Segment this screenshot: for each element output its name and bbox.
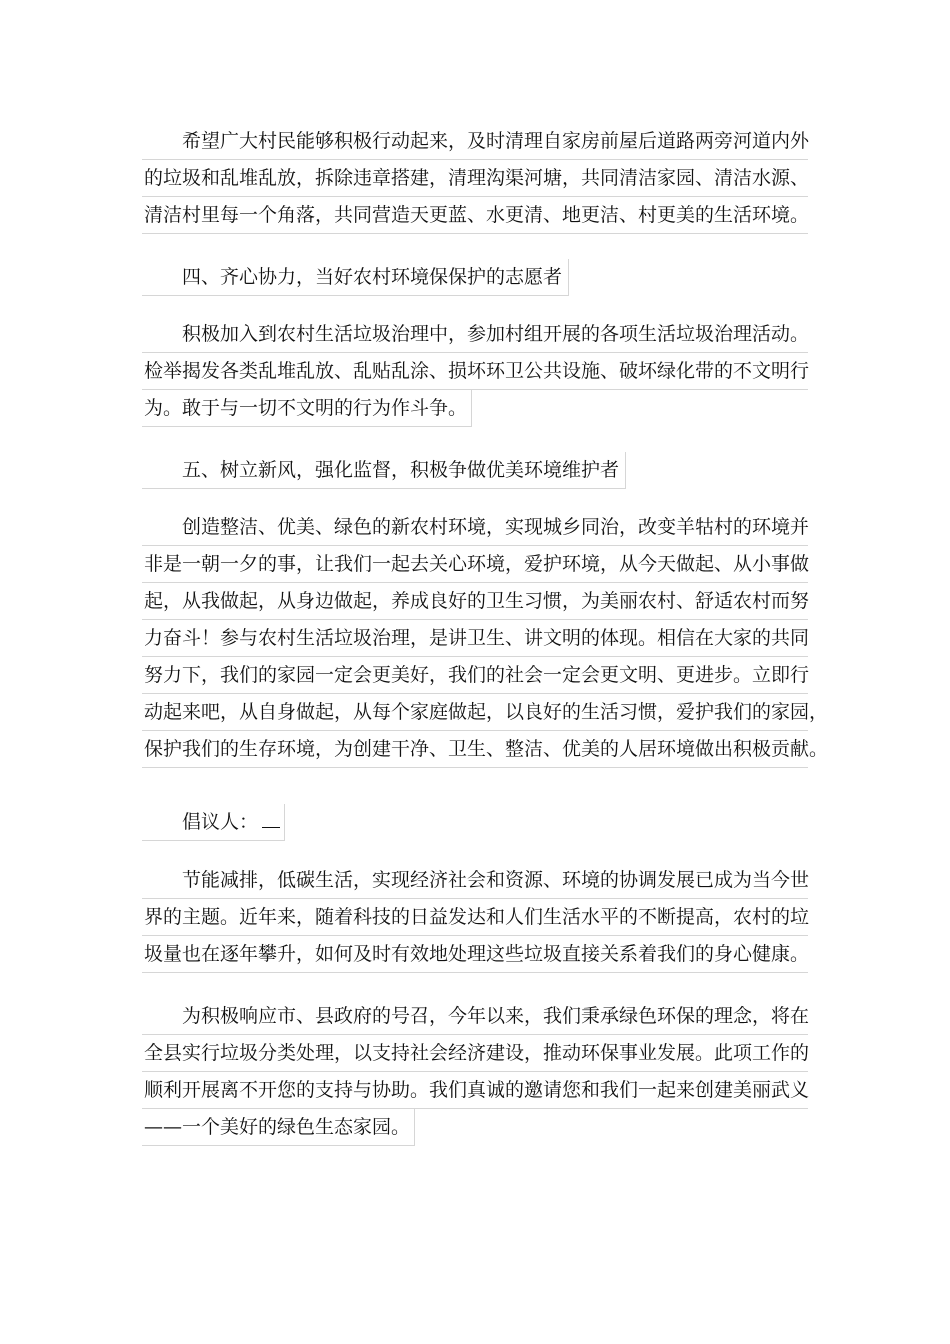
paragraph-energy: [142, 862, 808, 973]
paragraph-join: [142, 316, 808, 427]
section-heading-four: 四、齐心协力，当好农村环境保保护的志愿者: [142, 259, 569, 296]
text-line: 积极加入到农村生活垃圾治理中，参加村组开展的各项生活垃圾治理活动。: [142, 316, 808, 353]
signer-label: 倡议人：: [182, 811, 259, 833]
text-line: 圾量也在逐年攀升，如何及时有效地处理这些垃圾直接关系着我们的身心健康。: [142, 936, 808, 973]
text-line: 努力下，我们的家园一定会更美好，我们的社会一定会更文明、更进步。立即行: [142, 657, 808, 694]
text-line: 非是一朝一夕的事，让我们一起去关心环境，爱护环境，从今天做起、从小事做: [142, 546, 808, 583]
text-line: 的垃圾和乱堆乱放，拆除违章搭建，清理沟渠河塘，共同清洁家园、清洁水源、: [142, 160, 808, 197]
text-line: 创造整洁、优美、绿色的新农村环境，实现城乡同治，改变羊牯村的环境并: [142, 509, 808, 546]
text-line: 检举揭发各类乱堆乱放、乱贴乱涂、损坏环卫公共设施、破坏绿化带的不文明行: [142, 353, 808, 390]
text-line: 为。敢于与一切不文明的行为作斗争。: [142, 390, 472, 427]
text-line: 希望广大村民能够积极行动起来，及时清理自家房前屋后道路两旁河道内外: [142, 123, 808, 160]
text-line: 保护我们的生存环境，为创建干净、卫生、整洁、优美的人居环境做出积极贡献。: [142, 731, 808, 768]
text-line: 力奋斗！参与农村生活垃圾治理，是讲卫生、讲文明的体现。相信在大家的共同: [142, 620, 808, 657]
paragraph-respond: [142, 998, 808, 1146]
section-heading-five: 五、树立新风，强化监督，积极争做优美环境维护者: [142, 452, 626, 489]
signer-line: [142, 804, 285, 841]
heading-five-container: [142, 452, 808, 489]
text-line: 清洁村里每一个角落，共同营造天更蓝、水更清、地更洁、村更美的生活环境。: [142, 197, 808, 234]
signer-blank: [262, 809, 280, 828]
text-line: 为积极响应市、县政府的号召，今年以来，我们秉承绿色环保的理念，将在: [142, 998, 808, 1035]
signer-container: [142, 804, 808, 841]
text-line: 起，从我做起，从身边做起，养成良好的卫生习惯，为美丽农村、舒适农村而努: [142, 583, 808, 620]
text-line: 节能减排，低碳生活，实现经济社会和资源、环境的协调发展已成为当今世: [142, 862, 808, 899]
paragraph-hope: [142, 123, 808, 234]
text-line: 全县实行垃圾分类处理，以支持社会经济建设，推动环保事业发展。此项工作的: [142, 1035, 808, 1072]
text-line: 界的主题。近年来，随着科技的日益发达和人们生活水平的不断提高，农村的垃: [142, 899, 808, 936]
text-line: ——一个美好的绿色生态家园。: [142, 1109, 415, 1146]
paragraph-create: [142, 509, 829, 768]
text-line: 动起来吧，从自身做起，从每个家庭做起，以良好的生活习惯，爱护我们的家园，: [142, 694, 808, 731]
heading-four-container: [142, 259, 808, 296]
text-line: 顺利开展离不开您的支持与协助。我们真诚的邀请您和我们一起来创建美丽武义: [142, 1072, 808, 1109]
